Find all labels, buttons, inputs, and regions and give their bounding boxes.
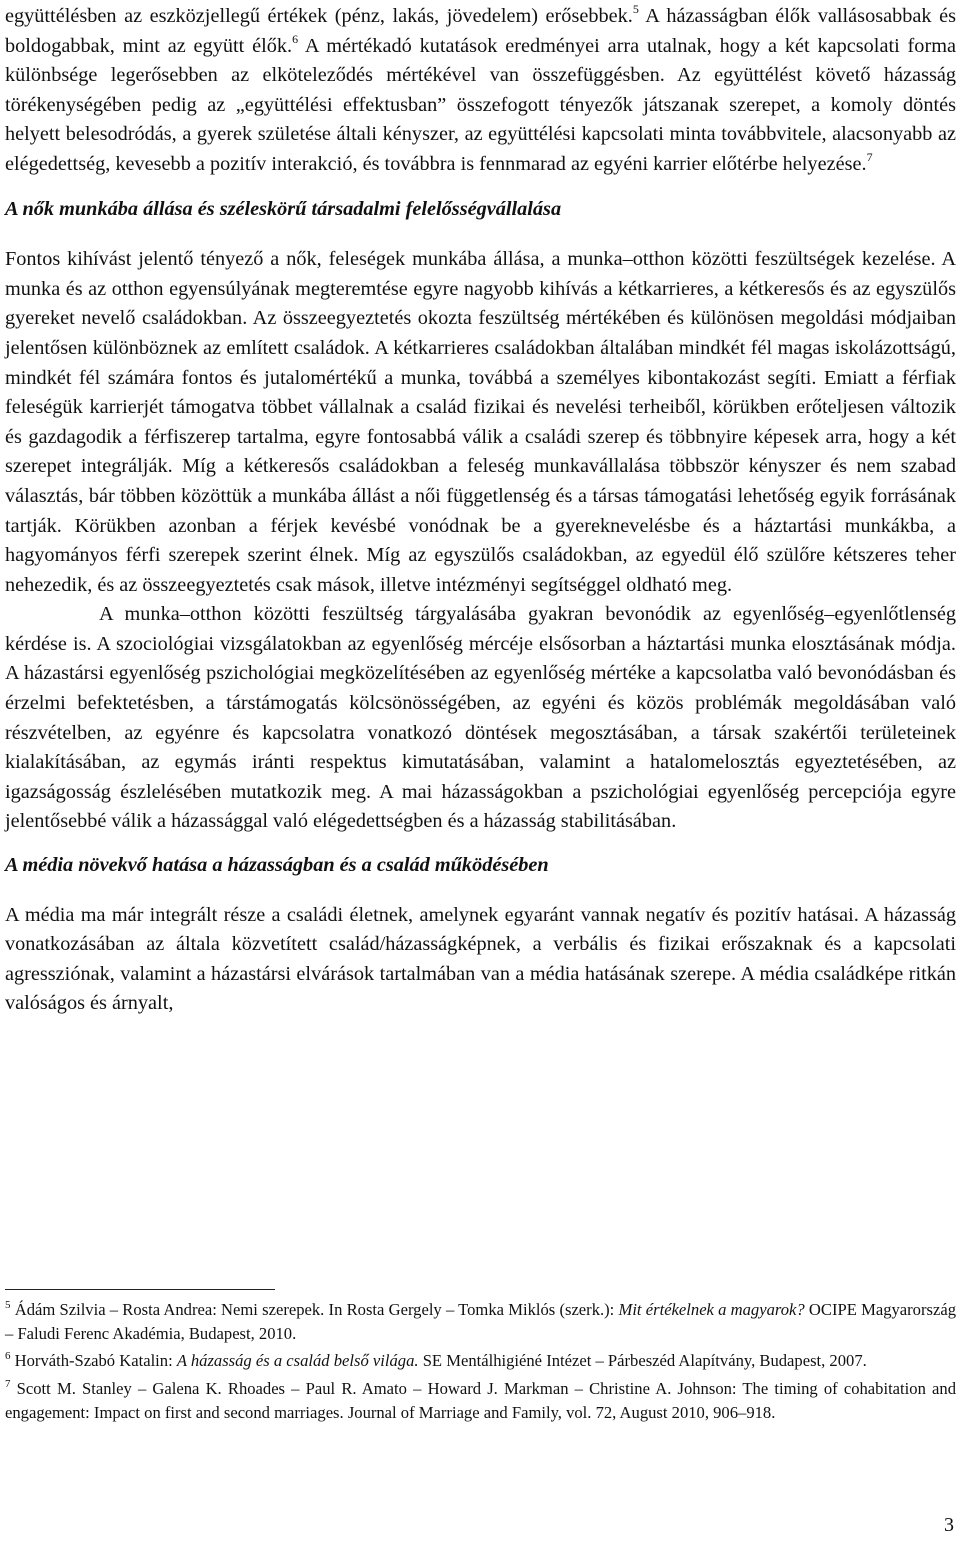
footnote-ref-5[interactable]: 5 <box>632 2 639 16</box>
section-heading-women-work: A nők munkába állása és széleskörű társadalmi felelősségvállalása <box>5 197 562 220</box>
footnote-text: OCIPE Magyarország – Faludi Ferenc Akadémia, Budapest, 2010. <box>5 1300 956 1343</box>
paragraph-text: A mértékadó kutatások eredményei arra utalnak, hogy a két kapcsolati forma különbsége legerősebben az elköteleződés mértékével van összefüggésben. Az együttélést követő házasság törékenységében pedig az „együttélési effektusban” összefogott tényezők játszanak szerepet, a komoly döntés helyett belesodródás, a gyerek születése általi kényszer, az együttélési kapcsolati minta továbbvitele, alacsonyabb az elégedettség, kevesebb a pozitív interakció, és továbbra is fennmarad az egyéni karrier előtérbe helyezése. <box>5 34 956 175</box>
footnote-6 <box>5 1349 956 1373</box>
footnote-ref-7[interactable]: 7 <box>866 149 873 164</box>
footnotes <box>5 1298 956 1429</box>
continuation-paragraph <box>5 2 956 180</box>
footnote-title: Mit értékelnek a magyarok? <box>618 1300 805 1319</box>
footnote-separator <box>5 1289 275 1290</box>
footnote-text: SE Mentálhigiéné Intézet – Párbeszéd Alapítvány, Budapest, 2007. <box>418 1351 867 1371</box>
body-paragraph: Fontos kihívást jelentő tényező a nők, feleségek munkába állása, a munka–otthon közötti feszültségek kezelése. A munka és az otthon egyensúlyának megteremtése egyre nagyobb kihívás a kétkarrieres, a kétkeresős és az egyszülős gyereket nevelő családokban. Az összeegyeztetés okozta feszültség mértékében és különösen megoldási módjaiban jelentősen különböznek az említett családok. A kétkarrieres családokban általában mindkét fél magas iskolázottságú, mindkét fél számára fontos és jutalomértékű a munka, továbbá a személyes kibontakozást segíti. Emiatt a férfiak feleségük karrierjét támogatva többet vállalnak a család fizikai és nevelési terheiből, körükben erőteljesen változik és gazdagodik a férfiszerep tartalma, egyre fontosabbá válik a családi szerep és többnyire képesek arra, hogy a két szerepet integrálják. Míg a kétkeresős családokban a feleség munkavállalása többször kényszer és nem szabad választás, bár többen közöttük a munkába állást a női függetlenség és a társas támogatási lehetőség egyik forrásának tartják. Körükben azonban a férjek kevésbé vonódnak be a gyereknevelésbe és a háztartási munkákba, a hagyományos férfi szerepek szerint élnek. Míg az egyszülős családokban, az egyedül élő szülőre kétszeres teher nehezedik, és az összeegyeztetés csak mások, illetve intézményi segítséggel oldható meg. <box>5 248 956 596</box>
footnote-5 <box>5 1298 956 1345</box>
footnote-text: Horváth-Szabó Katalin: <box>10 1351 177 1371</box>
footnote-7 <box>5 1377 956 1424</box>
footnote-number: 6 <box>5 1350 11 1363</box>
footnote-number: 7 <box>5 1378 11 1391</box>
footnote-title: A házasság és a család belső világa. <box>176 1351 419 1371</box>
page-number: 3 <box>944 1514 954 1536</box>
footnote-text: Ádám Szilvia – Rosta Andrea: Nemi szerepek. In Rosta Gergely – Tomka Miklós (szerk.): <box>10 1300 619 1319</box>
footnote-text: Scott M. Stanley – Galena K. Rhoades – Paul R. Amato – Howard J. Markman – Christine A. Johnson: The timing of cohabitation and engagement: Impact on first and second marriages. Journal of Marriage and Family, vol. 72, August 2010, 906–918. <box>5 1379 956 1422</box>
footnote-ref-6[interactable]: 6 <box>292 31 299 46</box>
paragraph-text: A házasságban élők vallásosabbak és boldogabbak, mint az együtt élők. <box>5 5 956 57</box>
body-paragraph: A munka–otthon közötti feszültség tárgyalásába gyakran bevonódik az egyenlőség–egyenlőtlenség kérdése is. A szociológiai vizsgálatokban az egyenlőség mércéje elsősorban a háztartási munka elosztásának módja. A házastársi egyenlőség pszichológiai megközelítésében az egyenlőség mértéke a kapcsolatba való bevonódásban és érzelmi befektetésben, a társtámogatás kölcsönösségében, az egyéni és közös problémák megoldásában való részvételben, az egyénre és kapcsolatra vonatkozó döntések megosztásában, a társak szakértői területeinek kialakításában, az egymás iránti respektus kimutatásában, valamint a hatalomelosztás egyeztetésében, az igazságosság észlelésében mutatkozik meg. A mai házasságokban a pszichológiai egyenlőség percepciója egyre jelentősebbé válik a házassággal való elégedettségben és a házasság stabilitásában. <box>5 603 956 833</box>
body-paragraph: A média ma már integrált része a családi életnek, amelynek egyaránt vannak negatív és pozitív hatásai. A házasság vonatkozásában az általa közvetített család/házasságképnek, a verbális és fizikai erőszaknak és a kapcsolati agressziónak, valamint a házastársi elvárások tartalmában van a média hatásának szerepe. A média családképe ritkán valóságos és árnyalt, <box>5 903 956 1015</box>
section-heading-media: A média növekvő hatása a házasságban és a család működésében <box>5 854 549 877</box>
paragraph-text: együttélésben az eszközjellegű értékek (pénz, lakás, jövedelem) erősebbek. <box>5 5 633 27</box>
footnote-number: 5 <box>5 1299 11 1311</box>
document-page <box>5 0 956 1019</box>
